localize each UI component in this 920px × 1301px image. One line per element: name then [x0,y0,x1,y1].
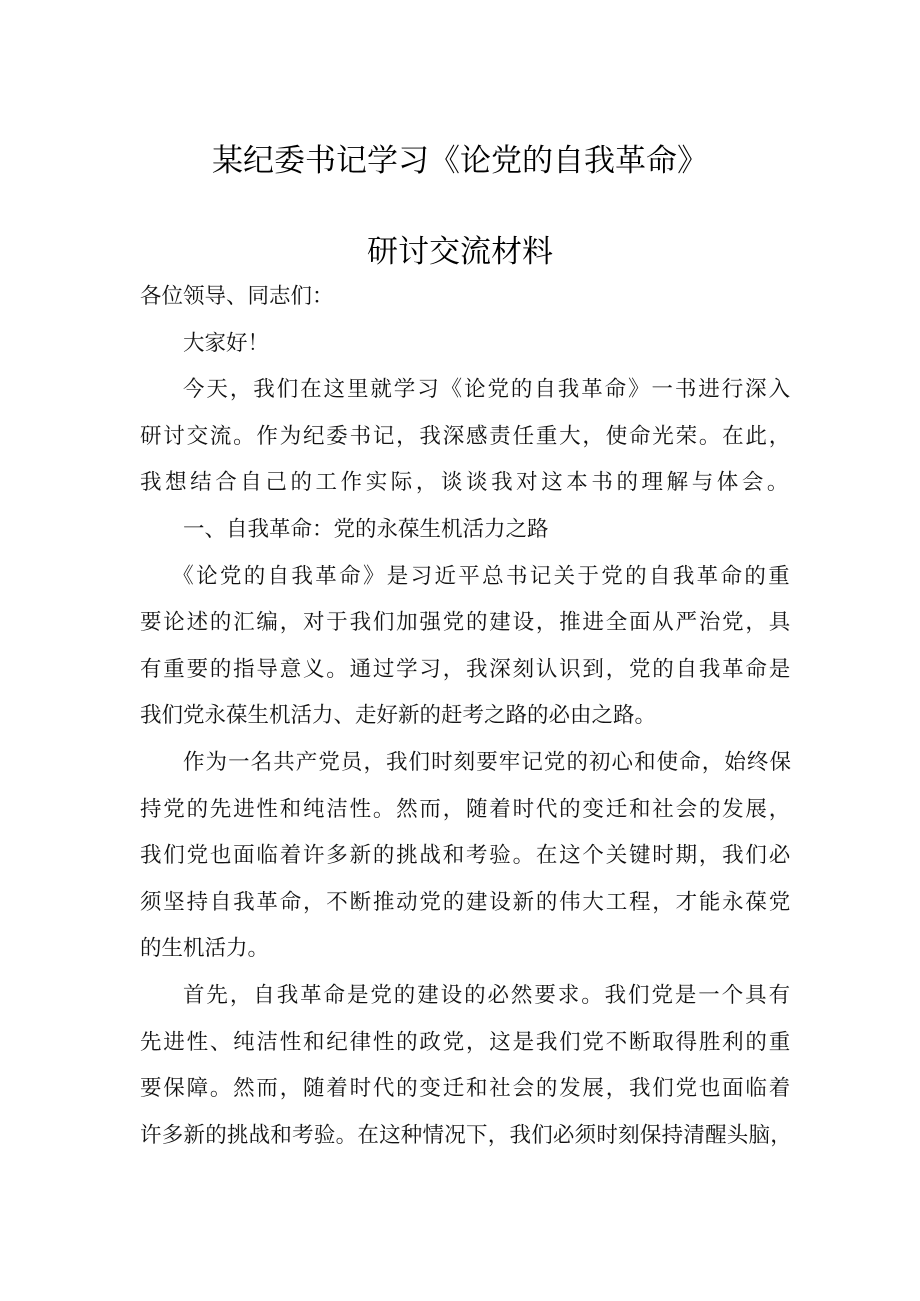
body-text-line: 须坚持自我革命，不断推动党的建设新的伟大工程，才能永葆党 [140,889,793,915]
body-text-line: 我想结合自己的工作实际，谈谈我对这本书的理解与体会。 [140,470,793,496]
body-text-line: 作为一名共产党员，我们时刻要牢记党的初心和使命，始终保 [183,749,793,775]
body-text-line: 先进性、纯洁性和纪律性的政党，这是我们党不断取得胜利的重 [140,1029,793,1055]
body-text-line: 要保障。然而，随着时代的变迁和社会的发展，我们党也面临着 [140,1076,793,1102]
body-text-line: 我们党永葆生机活力、走好新的赶考之路的必由之路。 [140,703,657,729]
body-text-line: 大家好！ [183,330,270,356]
document-body [140,274,800,1159]
body-text-line: 许多新的挑战和考验。在这种情况下，我们必须时刻保持清醒头脑， [140,1122,793,1148]
document-title-line-1: 某纪委书记学习《论党的自我革命》 [212,143,708,179]
body-text-line: 持党的先进性和纯洁性。然而，随着时代的变迁和社会的发展， [140,796,793,822]
body-text-line: 首先，自我革命是党的建设的必然要求。我们党是一个具有 [183,982,793,1008]
document-title-line-2: 研讨交流材料 [367,234,553,270]
body-text-line: 《论党的自我革命》是习近平总书记关于党的自我革命的重 [172,563,793,589]
body-text-line: 有重要的指导意义。通过学习，我深刻认识到，党的自我革命是 [140,656,793,682]
body-text-line: 我们党也面临着许多新的挑战和考验。在这个关键时期，我们必 [140,843,793,869]
body-text-line: 一、自我革命：党的永葆生机活力之路 [183,516,549,542]
body-text-line: 的生机活力。 [140,936,270,962]
body-text-line: 研讨交流。作为纪委书记，我深感责任重大，使命光荣。在此， [140,423,793,449]
body-text-line: 今天，我们在这里就学习《论党的自我革命》一书进行深入 [183,377,793,403]
body-text-line: 要论述的汇编，对于我们加强党的建设，推进全面从严治党，具 [140,610,793,636]
body-text-line: 各位领导、同志们： [140,284,334,309]
